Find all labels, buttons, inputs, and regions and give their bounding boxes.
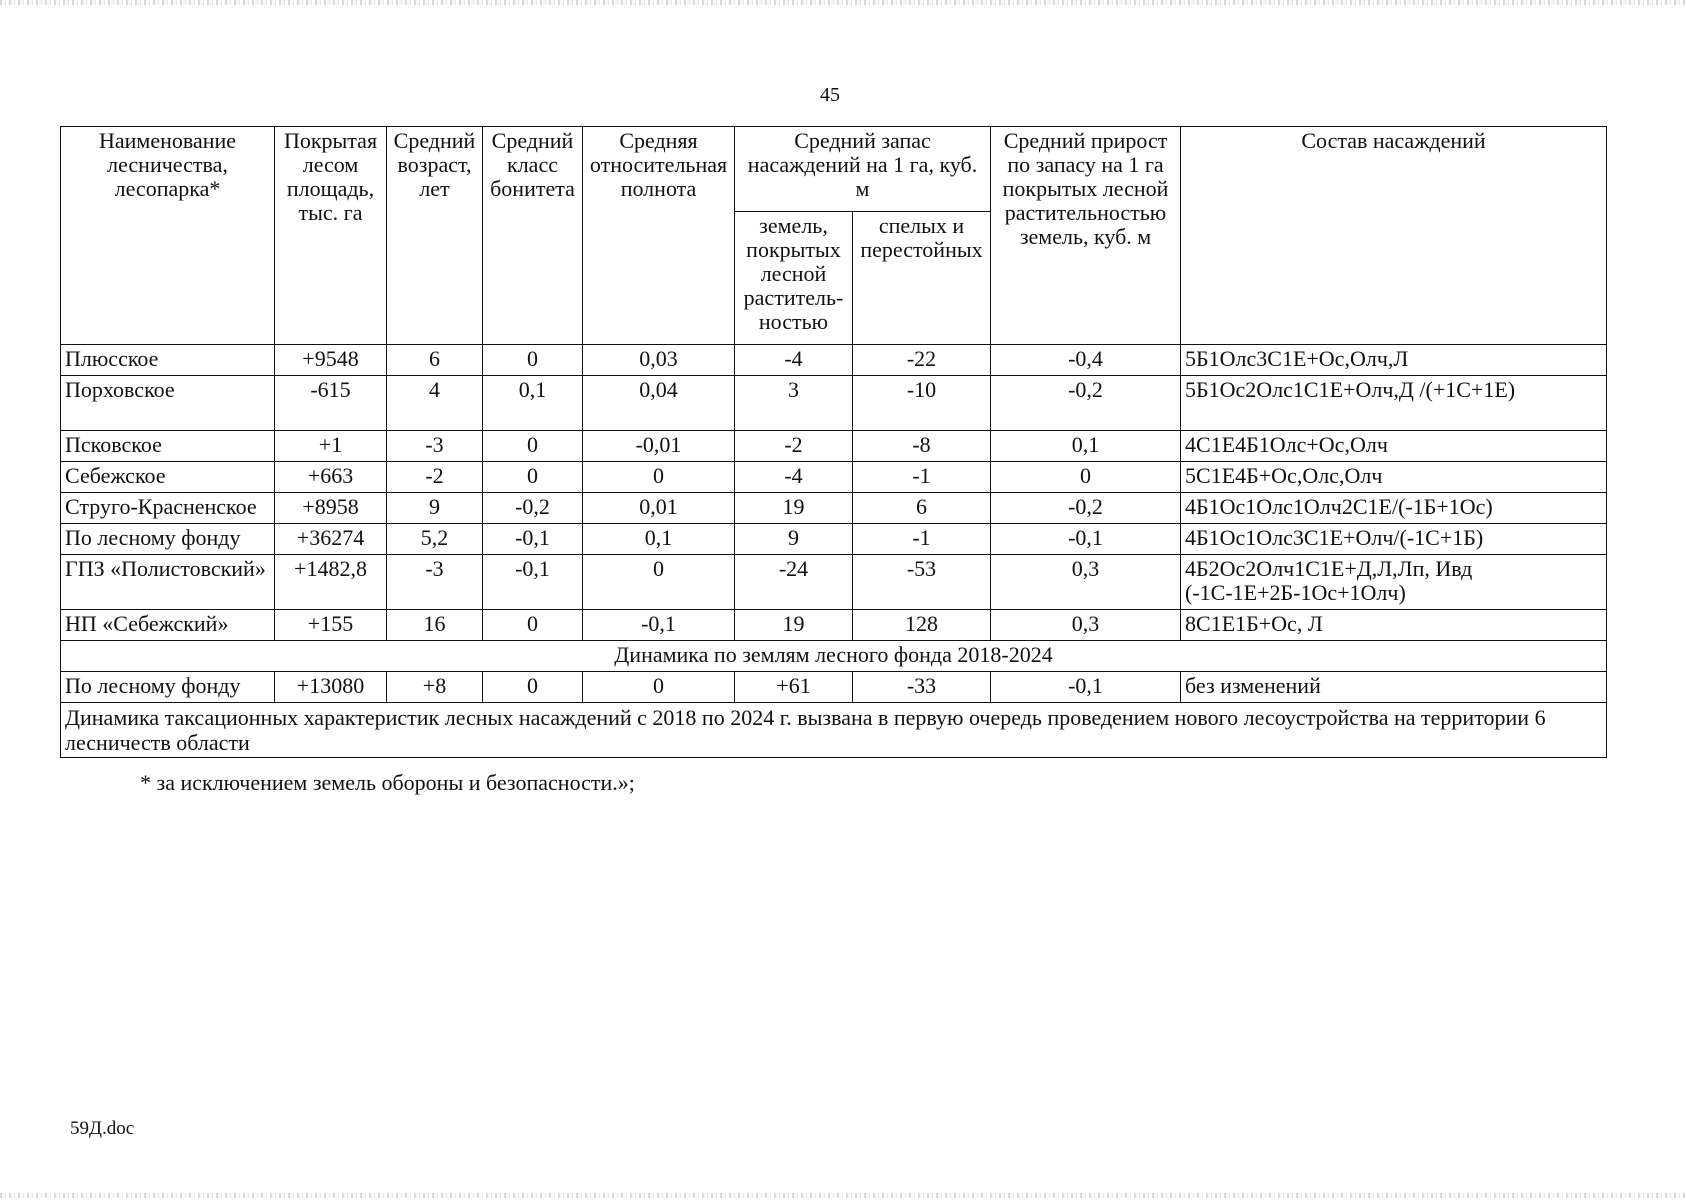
cell-bonitet: 0 xyxy=(483,610,583,641)
cell-density: 0 xyxy=(583,462,735,493)
cell-bonitet: -0,1 xyxy=(483,524,583,555)
cell-age: -3 xyxy=(387,555,483,610)
cell-name: Псковское xyxy=(61,431,275,462)
cell-bonitet: 0 xyxy=(483,462,583,493)
cell-bonitet: 0 xyxy=(483,345,583,376)
cell-name: НП «Себежский» xyxy=(61,610,275,641)
cell-growth: -0,4 xyxy=(991,345,1181,376)
cell-age: 4 xyxy=(387,376,483,431)
cell-area: +9548 xyxy=(275,345,387,376)
cell-growth: -0,2 xyxy=(991,376,1181,431)
table-row xyxy=(61,431,1607,462)
cell-stock-mature: -8 xyxy=(853,431,991,462)
cell-growth: 0,3 xyxy=(991,610,1181,641)
dynamics-row xyxy=(61,672,1607,703)
section-title-row xyxy=(61,641,1607,672)
table-row xyxy=(61,462,1607,493)
cell-stock-mature: 6 xyxy=(853,493,991,524)
page-number: 45 xyxy=(820,84,840,106)
cell-area: +36274 xyxy=(275,524,387,555)
table-row xyxy=(61,524,1607,555)
cell-growth: 0 xyxy=(991,462,1181,493)
cell-name: Струго-Красненское xyxy=(61,493,275,524)
cell-composition: 5Б1Ос2Олс1С1Е+Олч,Д /(+1С+1Е) xyxy=(1181,376,1607,431)
header-age: Средний возраст, лет xyxy=(387,127,483,345)
table-row xyxy=(61,493,1607,524)
cell-age: 6 xyxy=(387,345,483,376)
taxation-table xyxy=(60,126,1607,758)
header-stock-group: Средний запас насаждений на 1 га, куб. м xyxy=(735,127,991,212)
cell-area: +155 xyxy=(275,610,387,641)
table-row xyxy=(61,555,1607,610)
cell-stock-mature: 128 xyxy=(853,610,991,641)
cell-stock-mature: -10 xyxy=(853,376,991,431)
cell-composition: 4С1Е4Б1Олс+Ос,Олч xyxy=(1181,431,1607,462)
table-row xyxy=(61,376,1607,431)
table-row xyxy=(61,345,1607,376)
cell-composition: 4Б1Ос1Олс1Олч2С1Е/(-1Б+1Ос) xyxy=(1181,493,1607,524)
cell-stock-covered: -24 xyxy=(735,555,853,610)
cell-stock-covered: 9 xyxy=(735,524,853,555)
cell-area: +1 xyxy=(275,431,387,462)
cell-density: 0,1 xyxy=(583,524,735,555)
table-row xyxy=(61,610,1607,641)
cell-area: +8958 xyxy=(275,493,387,524)
cell-bonitet: 0 xyxy=(483,672,583,703)
cell-density: -0,1 xyxy=(583,610,735,641)
cell-density: 0 xyxy=(583,555,735,610)
cell-stock-mature: -33 xyxy=(853,672,991,703)
cell-growth: 0,3 xyxy=(991,555,1181,610)
table-header-row xyxy=(61,127,1607,212)
cell-name: Плюсское xyxy=(61,345,275,376)
cell-composition: 5С1Е4Б+Ос,Олс,Олч xyxy=(1181,462,1607,493)
cell-name: По лесному фонду xyxy=(61,524,275,555)
cell-density: 0,01 xyxy=(583,493,735,524)
cell-age: -3 xyxy=(387,431,483,462)
cell-area: +13080 xyxy=(275,672,387,703)
document-filename: 59Д.doc xyxy=(70,1118,135,1139)
cell-area: +1482,8 xyxy=(275,555,387,610)
cell-density: 0,03 xyxy=(583,345,735,376)
cell-age: 9 xyxy=(387,493,483,524)
cell-composition: 4Б1Ос1Олс3С1Е+Олч/(-1С+1Б) xyxy=(1181,524,1607,555)
cell-stock-covered: -4 xyxy=(735,345,853,376)
cell-growth: -0,1 xyxy=(991,524,1181,555)
header-stock-mature: спелых и перестойных xyxy=(853,212,991,345)
cell-stock-mature: -1 xyxy=(853,524,991,555)
header-composition: Состав насаждений xyxy=(1181,127,1607,345)
cell-composition: 5Б1Олс3С1Е+Ос,Олч,Л xyxy=(1181,345,1607,376)
cell-name: ГПЗ «Полистовский» xyxy=(61,555,275,610)
cell-stock-covered: 19 xyxy=(735,493,853,524)
cell-area: -615 xyxy=(275,376,387,431)
cell-stock-mature: -53 xyxy=(853,555,991,610)
cell-age: 16 xyxy=(387,610,483,641)
cell-stock-covered: -2 xyxy=(735,431,853,462)
header-area: Покрытая лесом площадь, тыс. га xyxy=(275,127,387,345)
cell-name: По лесному фонду xyxy=(61,672,275,703)
cell-bonitet: 0,1 xyxy=(483,376,583,431)
cell-stock-covered: +61 xyxy=(735,672,853,703)
cell-age: +8 xyxy=(387,672,483,703)
cell-bonitet: -0,2 xyxy=(483,493,583,524)
cell-density: -0,01 xyxy=(583,431,735,462)
cell-stock-mature: -22 xyxy=(853,345,991,376)
note-row xyxy=(61,703,1607,758)
cell-stock-covered: 19 xyxy=(735,610,853,641)
header-stock-covered: земель, покрытых лесной раститель-ностью xyxy=(735,212,853,345)
cell-growth: -0,2 xyxy=(991,493,1181,524)
cell-stock-covered: -4 xyxy=(735,462,853,493)
scan-top-edge xyxy=(0,0,1686,5)
cell-stock-mature: -1 xyxy=(853,462,991,493)
cell-age: 5,2 xyxy=(387,524,483,555)
table-note: Динамика таксационных характеристик лесных насаждений с 2018 по 2024 г. вызвана в первую очередь проведением нового лесоустройства на территории 6 лесничеств области xyxy=(61,703,1607,758)
cell-age: -2 xyxy=(387,462,483,493)
cell-density: 0,04 xyxy=(583,376,735,431)
cell-growth: -0,1 xyxy=(991,672,1181,703)
cell-composition: без изменений xyxy=(1181,672,1607,703)
cell-density: 0 xyxy=(583,672,735,703)
footnote: * за исключением земель обороны и безопасности.»; xyxy=(140,770,635,795)
section-title: Динамика по землям лесного фонда 2018-2024 xyxy=(61,641,1607,672)
scan-bottom-edge xyxy=(0,1193,1686,1198)
cell-area: +663 xyxy=(275,462,387,493)
cell-name: Себежское xyxy=(61,462,275,493)
header-name: Наименование лесничества, лесопарка* xyxy=(61,127,275,345)
cell-growth: 0,1 xyxy=(991,431,1181,462)
header-growth: Средний прирост по запасу на 1 га покрытых лесной растительностью земель, куб. м xyxy=(991,127,1181,345)
cell-name: Порховское xyxy=(61,376,275,431)
cell-bonitet: 0 xyxy=(483,431,583,462)
cell-composition: 4Б2Ос2Олч1С1Е+Д,Л,Лп, Ивд (-1С-1Е+2Б-1Ос+1Олч) xyxy=(1181,555,1607,610)
cell-stock-covered: 3 xyxy=(735,376,853,431)
header-bonitet: Средний класс бонитета xyxy=(483,127,583,345)
header-density: Средняя относительная полнота xyxy=(583,127,735,345)
cell-composition: 8С1Е1Б+Ос, Л xyxy=(1181,610,1607,641)
cell-bonitet: -0,1 xyxy=(483,555,583,610)
